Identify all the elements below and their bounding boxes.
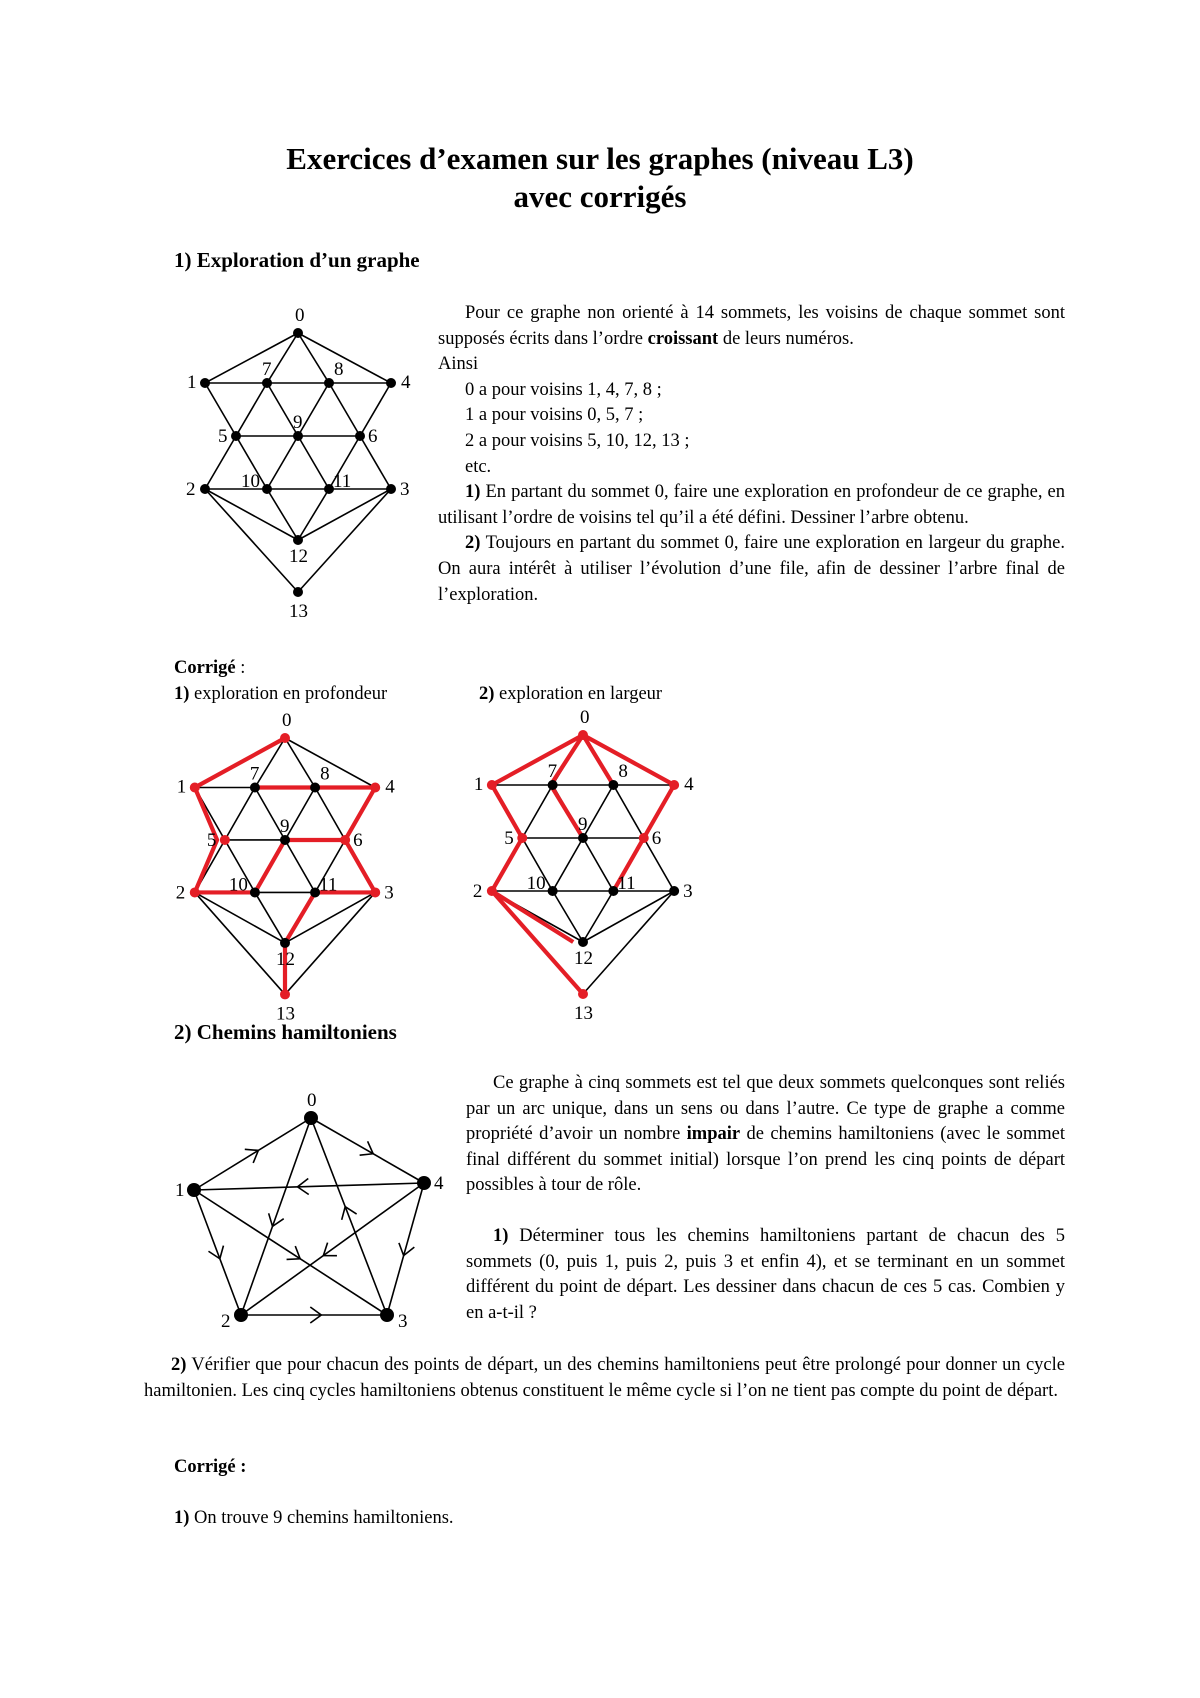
corrige-dfs-label: 1) exploration en profondeur xyxy=(174,684,388,704)
vertex-label: 2 xyxy=(186,479,196,500)
vertex-label: 6 xyxy=(368,426,378,447)
corrige-bfs-label: 2) exploration en largeur xyxy=(479,684,663,704)
question-2-1: 1) Déterminer tous les chemins hamiltoniens partant de chacun des 5 sommets (0, puis 1, puis 2, puis 3 et enfin 4), et se terminant en un sommet différent du point de départ. Les dessiner dans chacun de ces 5 cas. Combien y en a-t-il ? xyxy=(466,1225,1065,1323)
question-2: 2) Toujours en partant du sommet 0, faire une exploration en largeur du graphe. On aura intérêt à utiliser l’évolution d’une file, afin de dessiner l’arbre final de l’exploration. xyxy=(438,533,1065,605)
vertex-label: 5 xyxy=(218,426,228,447)
vertex-label: 2 xyxy=(472,881,483,902)
vertex-label: 2 xyxy=(175,882,186,904)
vertex-label: 12 xyxy=(574,948,593,969)
intro-paragraph: Pour ce graphe non orienté à 14 sommets, les voisins de chaque sommet sont supposés écrits dans l’ordre croissant de leurs numéros. xyxy=(438,303,1065,349)
vertex-label: 11 xyxy=(333,471,352,492)
vertex-label: 12 xyxy=(289,546,308,567)
vertex-label: 13 xyxy=(289,601,308,622)
graph-arc xyxy=(194,1190,241,1315)
title-line-2: avec corrigés xyxy=(513,179,687,214)
vertex-label: 5 xyxy=(206,829,217,851)
graph-arc xyxy=(311,1118,424,1183)
graph-arc xyxy=(194,1183,424,1190)
vertex-label: 12 xyxy=(276,948,295,970)
vertex-label: 11 xyxy=(319,874,338,896)
graph-arc xyxy=(311,1118,387,1315)
graph-vertex xyxy=(234,1308,248,1322)
graph-arc xyxy=(387,1183,424,1315)
vertex-label: 10 xyxy=(241,471,260,492)
vertex-label: 4 xyxy=(385,776,395,798)
neighbors-item: etc. xyxy=(465,456,492,477)
vertex-label: 7 xyxy=(262,359,272,380)
vertex-label: 0 xyxy=(282,710,292,731)
vertex-label: 0 xyxy=(295,305,305,326)
vertex-label: 1 xyxy=(175,1180,185,1201)
vertex-label: 9 xyxy=(293,412,303,433)
question-2-2: 2) Vérifier que pour chacun des points de départ, un des chemins hamiltoniens peut être prolongé pour donner un cycle hamiltonien. Les cinq cycles hamiltoniens obtenus constituent le même cycle si l’on ne tient pas compte du point de départ. xyxy=(144,1355,1065,1401)
graph-vertex xyxy=(304,1111,318,1125)
vertex-label: 13 xyxy=(276,1003,295,1025)
neighbors-item: 2 a pour voisins 5, 10, 12, 13 ; xyxy=(465,430,690,451)
vertex-label: 6 xyxy=(353,829,363,851)
vertex-label: 3 xyxy=(683,881,693,902)
vertex-label: 11 xyxy=(617,873,636,894)
vertex-label: 3 xyxy=(398,1311,408,1332)
graph-arc xyxy=(241,1183,424,1315)
vertex-label: 1 xyxy=(473,774,484,795)
section-1-heading: 1) Exploration d’un graphe xyxy=(174,248,420,272)
vertex-label: 4 xyxy=(434,1173,444,1194)
vertex-label: 4 xyxy=(401,372,411,393)
intro-paragraph-2: Ce graphe à cinq sommets est tel que deux sommets quelconques sont reliés par un arc unique, dans un sens ou dans l’autre. Ce type de graphe a comme propriété d’avoir un nombre impair de chemins hamiltoniens (avec le sommet final différent du sommet initial) lorsque l’on prend les cinq points de départ possibles à tour de rôle. xyxy=(466,1073,1065,1196)
graph-vertex xyxy=(380,1308,394,1322)
answer-1: 1) On trouve 9 chemins hamiltoniens. xyxy=(174,1508,454,1528)
vertex-label: 7 xyxy=(547,761,558,782)
vertex-label: 2 xyxy=(221,1311,231,1332)
graph-arc xyxy=(194,1190,387,1315)
ainsi-line: Ainsi xyxy=(438,354,479,375)
vertex-label: 0 xyxy=(580,707,590,728)
vertex-label: 7 xyxy=(249,763,260,785)
vertex-label: 9 xyxy=(280,815,290,837)
vertex-label: 1 xyxy=(187,372,197,393)
question-1: 1) En partant du sommet 0, faire une exploration en profondeur de ce graphe, en utilisant l’ordre de voisins tel qu’il a été défini. Dessiner l’arbre obtenu. xyxy=(438,482,1065,528)
vertex-label: 8 xyxy=(334,359,344,380)
vertex-label: 8 xyxy=(320,763,330,785)
graph-vertex xyxy=(187,1183,201,1197)
vertex-label: 13 xyxy=(574,1003,593,1024)
graph-vertex xyxy=(417,1176,431,1190)
vertex-label: 10 xyxy=(526,873,546,894)
vertex-label: 4 xyxy=(684,774,694,795)
vertex-label: 3 xyxy=(400,479,410,500)
neighbors-item: 1 a pour voisins 0, 5, 7 ; xyxy=(465,405,644,426)
title-line-1: Exercices d’examen sur les graphes (niveau L3) xyxy=(286,141,914,176)
vertex-label: 8 xyxy=(618,761,628,782)
vertex-label: 5 xyxy=(504,828,514,849)
section-2-text xyxy=(466,1071,1065,1326)
vertex-label: 0 xyxy=(307,1090,317,1111)
neighbors-item: 0 a pour voisins 1, 4, 7, 8 ; xyxy=(465,379,662,400)
vertex-label: 10 xyxy=(228,874,248,896)
vertex-label: 6 xyxy=(651,828,662,849)
vertex-label: 1 xyxy=(176,776,187,798)
corrige-label-2: Corrigé : xyxy=(174,1457,247,1477)
vertex-label: 9 xyxy=(578,814,588,835)
vertex-label: 3 xyxy=(384,882,394,904)
graph-arc xyxy=(194,1118,311,1190)
corrige-label-1: Corrigé : xyxy=(174,658,246,678)
section-2-heading: 2) Chemins hamiltoniens xyxy=(174,1020,397,1044)
graph-arc xyxy=(241,1118,311,1315)
